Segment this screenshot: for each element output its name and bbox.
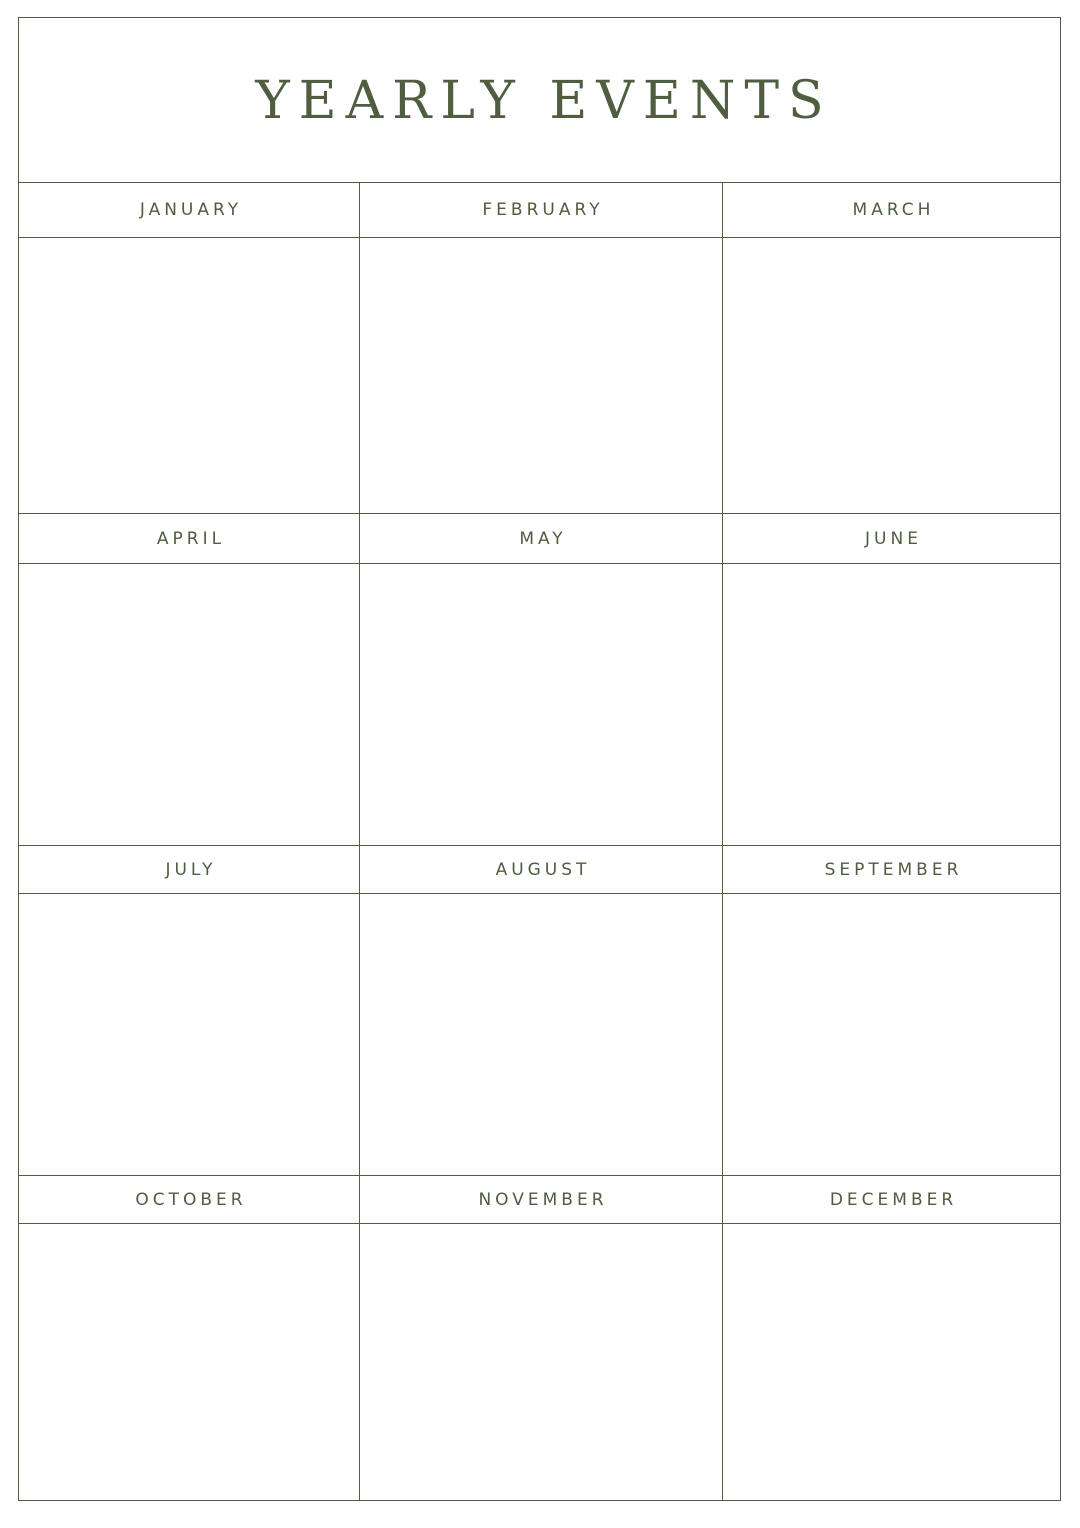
month-cell-august[interactable] bbox=[360, 894, 722, 1175]
month-label-february: FEBRUARY bbox=[482, 200, 604, 220]
month-label-december: DECEMBER bbox=[829, 1189, 958, 1210]
month-label-september: SEPTEMBER bbox=[824, 859, 963, 880]
month-cell-september[interactable] bbox=[723, 894, 1060, 1175]
page-title: YEARLY EVENTS bbox=[255, 70, 833, 131]
month-label-july: JULY bbox=[165, 859, 217, 880]
month-label-march: MARCH bbox=[852, 200, 935, 220]
month-label-january: JANUARY bbox=[139, 200, 243, 220]
month-cell-november[interactable] bbox=[360, 1224, 722, 1500]
month-cell-february[interactable] bbox=[360, 238, 722, 513]
month-cell-january[interactable] bbox=[19, 238, 359, 513]
month-cell-march[interactable] bbox=[723, 238, 1060, 513]
month-cell-october[interactable] bbox=[19, 1224, 359, 1500]
month-cell-june[interactable] bbox=[723, 564, 1060, 845]
planner-frame bbox=[18, 17, 1061, 1501]
month-cell-july[interactable] bbox=[19, 894, 359, 1175]
month-label-august: AUGUST bbox=[495, 859, 591, 880]
month-label-october: OCTOBER bbox=[135, 1189, 247, 1210]
month-cell-april[interactable] bbox=[19, 564, 359, 845]
month-label-june: JUNE bbox=[865, 528, 922, 549]
month-label-may: MAY bbox=[519, 528, 567, 549]
month-cell-may[interactable] bbox=[360, 564, 722, 845]
month-label-april: APRIL bbox=[156, 528, 226, 549]
month-cell-december[interactable] bbox=[723, 1224, 1060, 1500]
month-label-november: NOVEMBER bbox=[478, 1189, 608, 1210]
